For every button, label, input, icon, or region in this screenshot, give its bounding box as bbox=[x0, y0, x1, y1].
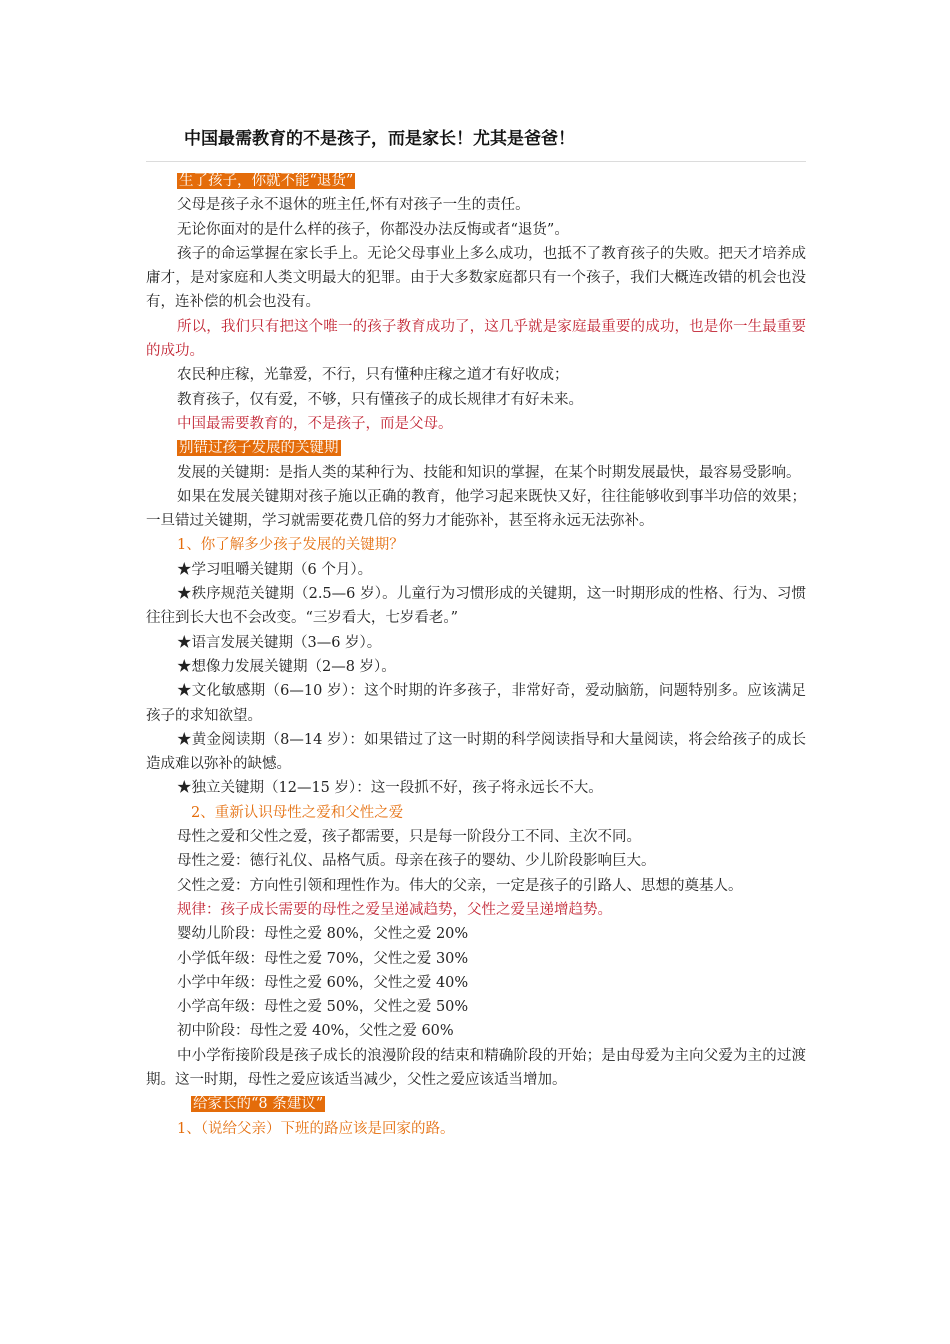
title-divider bbox=[146, 161, 806, 162]
stage-item: 小学低年级：母性之爱 70%，父性之爱 30% bbox=[177, 950, 469, 967]
section-heading-highlight: 生了孩子，你就不能“退货” bbox=[179, 173, 354, 189]
section-heading bbox=[146, 169, 806, 193]
section-heading bbox=[146, 436, 806, 460]
list-item: ★语言发展关键期（3—6 岁）。 bbox=[177, 634, 382, 651]
stage-item: 初中阶段：母性之爱 40%，父性之爱 60% bbox=[177, 1023, 454, 1040]
document-body bbox=[146, 169, 806, 1141]
paragraph: 教育孩子，仅有爱，不够，只有懂孩子的成长规律才有好未来。 bbox=[177, 391, 583, 408]
emphasis-paragraph: 所以，我们只有把这个唯一的孩子教育成功了，这几乎就是家庭最重要的成功，也是你一生最重要的成功。 bbox=[146, 318, 806, 360]
subheading: 1、（说给父亲）下班的路应该是回家的路。 bbox=[177, 1120, 455, 1137]
subheading: 2、重新认识母性之爱和父性之爱 bbox=[191, 804, 404, 821]
document-title: 中国最需教育的不是孩子，而是家长！尤其是爸爸！ bbox=[184, 129, 575, 149]
paragraph: 孩子的命运掌握在家长手上。无论父母事业上多么成功，也抵不了教育孩子的失败。把天才培养成庸才，是对家庭和人类文明最大的犯罪。由于大多数家庭都只有一个孩子，我们大概连改错的机会也没有，连补偿的机会也没有。 bbox=[146, 245, 806, 311]
subheading: 1、你了解多少孩子发展的关键期？ bbox=[177, 537, 404, 554]
paragraph: 如果在发展关键期对孩子施以正确的教育，他学习起来既快又好，往往能够收到事半功倍的效果；一旦错过关键期，学习就需要花费几倍的努力才能弥补，甚至将永远无法弥补。 bbox=[146, 488, 806, 530]
emphasis-paragraph: 中国最需要教育的，不是孩子，而是父母。 bbox=[177, 415, 453, 432]
list-item: ★文化敏感期（6—10 岁）：这个时期的许多孩子，非常好奇，爱动脑筋，问题特别多。应该满足孩子的求知欲望。 bbox=[146, 683, 806, 724]
stage-item: 婴幼儿阶段：母性之爱 80%，父性之爱 20% bbox=[177, 926, 469, 943]
section-heading-highlight: 给家长的“8 条建议” bbox=[193, 1096, 324, 1113]
list-item: ★独立关键期（12—15 岁）：这一段抓不好，孩子将永远长不大。 bbox=[177, 780, 603, 797]
paragraph: 父性之爱：方向性引领和理性作为。伟大的父亲，一定是孩子的引路人、思想的奠基人。 bbox=[177, 877, 743, 894]
stage-item: 小学中年级：母性之爱 60%，父性之爱 40% bbox=[177, 974, 469, 991]
list-item: ★秩序规范关键期（2.5—6 岁）。儿童行为习惯形成的关键期，这一时期形成的性格、行为、习惯往往到长大也不会改变。“三岁看大，七岁看老。” bbox=[146, 586, 806, 627]
paragraph: 中小学衔接阶段是孩子成长的浪漫阶段的结束和精确阶段的开始；是由母爱为主向父爱为主的过渡期。这一时期，母性之爱应该适当减少，父性之爱应该适当增加。 bbox=[146, 1047, 806, 1088]
paragraph: 母性之爱和父性之爱，孩子都需要，只是每一阶段分工不同、主次不同。 bbox=[177, 829, 641, 846]
paragraph: 母性之爱：德行礼仪、品格气质。母亲在孩子的婴幼、少儿阶段影响巨大。 bbox=[177, 853, 656, 870]
stage-item: 小学高年级：母性之爱 50%，父性之爱 50% bbox=[177, 999, 469, 1016]
paragraph: 农民种庄稼，光靠爱，不行，只有懂种庄稼之道才有好收成； bbox=[177, 367, 569, 384]
list-item: ★黄金阅读期（8—14 岁）：如果错过了这一时期的科学阅读指导和大量阅读，将会给孩子的成长造成难以弥补的缺憾。 bbox=[146, 731, 806, 773]
section-heading-highlight: 别错过孩子发展的关键期 bbox=[179, 440, 339, 457]
list-item: ★想像力发展关键期（2—8 岁）。 bbox=[177, 658, 396, 675]
paragraph: 发展的关键期：是指人类的某种行为、技能和知识的掌握，在某个时期发展最快，最容易受影响。 bbox=[177, 464, 801, 481]
section-heading bbox=[146, 1092, 806, 1116]
emphasis-paragraph: 规律：孩子成长需要的母性之爱呈递减趋势，父性之爱呈递增趋势。 bbox=[177, 901, 612, 918]
list-item: ★学习咀嚼关键期（6 个月）。 bbox=[177, 561, 373, 578]
paragraph: 父母是孩子永不退休的班主任,怀有对孩子一生的责任。 bbox=[177, 197, 530, 214]
paragraph: 无论你面对的是什么样的孩子，你都没办法反悔或者“退货”。 bbox=[177, 221, 569, 238]
